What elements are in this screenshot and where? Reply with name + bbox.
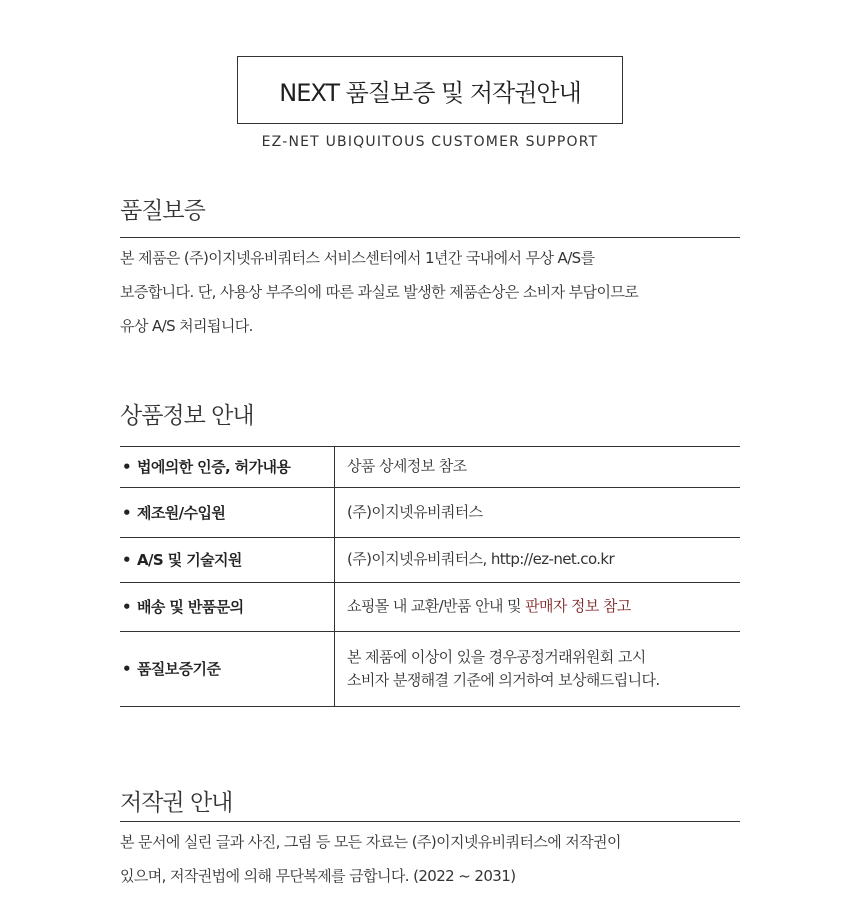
bullet-icon: •	[122, 457, 131, 476]
row-label: 제조원/수입원	[137, 503, 226, 522]
row-label-cell	[120, 446, 335, 487]
row-value-line: 본 제품에 이상이 있을 경우공정거래위원회 고시	[347, 647, 646, 666]
copyright-line: 본 문서에 실린 글과 사진, 그림 등 모든 자료는 (주)이지넷유비쿼터스에 저작권이	[120, 833, 621, 851]
row-value-line: 소비자 분쟁해결 기준에 의거하여 보상해드립니다.	[347, 670, 660, 689]
row-value-text: 쇼핑몰 내 교환/반품 안내 및	[347, 597, 526, 615]
row-label: 품질보증기준	[137, 660, 221, 678]
row-value: 상품 상세정보 참조	[335, 446, 741, 487]
bullet-icon: •	[122, 503, 131, 522]
quality-section-title: 품질보증	[120, 198, 205, 224]
copyright-text	[120, 825, 740, 893]
page-title: NEXT 품질보증 및 저작권안내	[279, 78, 581, 107]
row-label-cell	[120, 582, 335, 631]
quality-line: 유상 A/S 처리됩니다.	[120, 317, 253, 335]
quality-divider	[120, 237, 740, 238]
table-row	[120, 487, 740, 537]
bullet-icon: •	[122, 551, 131, 569]
table-row	[120, 631, 740, 706]
row-value: (주)이지넷유비쿼터스, http://ez-net.co.kr	[335, 537, 741, 582]
row-label-cell	[120, 631, 335, 706]
row-value	[335, 582, 741, 631]
quality-text	[120, 241, 740, 343]
page-subtitle: EZ-NET UBIQUITOUS CUSTOMER SUPPORT	[261, 134, 599, 150]
row-label: 배송 및 반품문의	[137, 598, 244, 616]
copyright-divider	[120, 821, 740, 822]
product-info-table	[120, 446, 740, 707]
seller-info-link[interactable]: 판매자 정보 참고	[525, 597, 631, 615]
product-section-title: 상품정보 안내	[120, 403, 254, 429]
row-value: (주)이지넷유비쿼터스	[335, 487, 741, 537]
row-label-cell	[120, 537, 335, 582]
copyright-section-title: 저작권 안내	[120, 790, 233, 816]
row-label: A/S 및 기술지원	[137, 551, 242, 569]
page-title-box	[237, 56, 623, 124]
copyright-line: 있으며, 저작권법에 의해 무단복제를 금합니다. (2022 ~ 2031)	[120, 867, 516, 885]
row-value	[335, 631, 741, 706]
quality-line: 본 제품은 (주)이지넷유비쿼터스 서비스센터에서 1년간 국내에서 무상 A/S를	[120, 249, 595, 267]
table-row	[120, 446, 740, 487]
table-row	[120, 537, 740, 582]
row-label: 법에의한 인증, 허가내용	[137, 457, 291, 476]
row-label-cell	[120, 487, 335, 537]
bullet-icon: •	[122, 598, 131, 616]
table-row	[120, 582, 740, 631]
quality-line: 보증합니다. 단, 사용상 부주의에 따른 과실로 발생한 제품손상은 소비자 부담이므로	[120, 283, 639, 301]
bullet-icon: •	[122, 660, 131, 678]
